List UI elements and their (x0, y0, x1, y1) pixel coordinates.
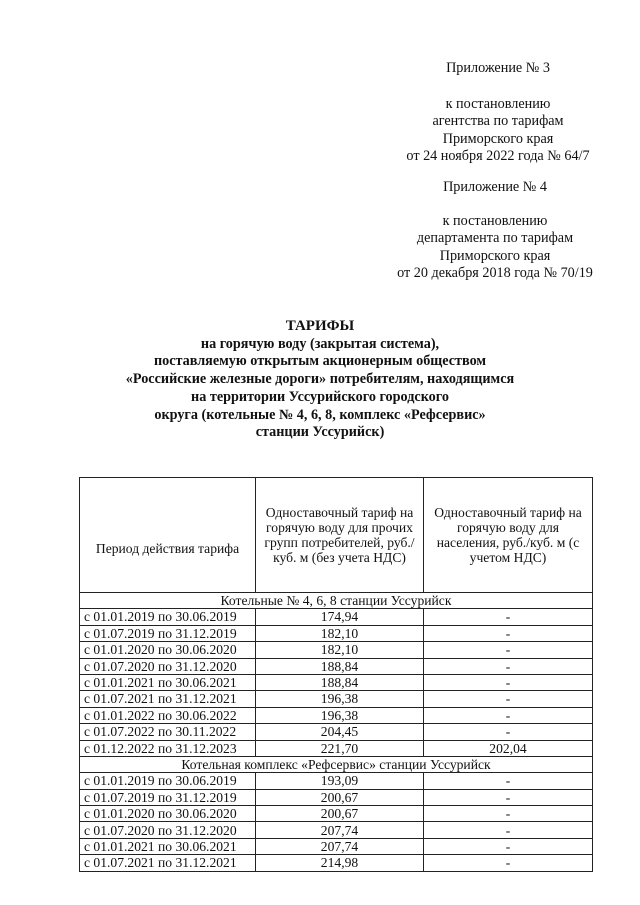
tariff-population-cell: - (424, 724, 593, 740)
section-row (80, 593, 593, 609)
period-cell: с 01.07.2021 по 31.12.2021 (80, 855, 256, 871)
period-cell: с 01.12.2022 по 31.12.2023 (80, 740, 256, 756)
table-row (80, 625, 593, 641)
table-row (80, 724, 593, 740)
period-cell: с 01.01.2019 по 30.06.2019 (80, 609, 256, 625)
tariff-other-cell: 221,70 (256, 740, 424, 756)
period-cell: с 01.01.2022 по 30.06.2022 (80, 707, 256, 723)
appendix-number: Приложение № 3 (446, 60, 550, 76)
period-cell: с 01.01.2020 по 30.06.2020 (80, 642, 256, 658)
tariff-population-cell: - (424, 806, 593, 822)
appendix-number: Приложение № 4 (443, 179, 547, 195)
tariff-population-cell: - (424, 642, 593, 658)
tariff-other-cell: 196,38 (256, 691, 424, 707)
tariff-population-cell: - (424, 773, 593, 789)
tariff-table (79, 477, 593, 872)
table-row (80, 740, 593, 756)
tariff-other-cell: 200,67 (256, 789, 424, 805)
appendix-current-block (380, 60, 616, 166)
table-row (80, 642, 593, 658)
table-row (80, 855, 593, 871)
title-line: округа (котельные № 4, 6, 8, комплекс «Рефсервис» (154, 406, 486, 423)
title-line: поставляемую открытым акционерным обществом (153, 353, 487, 370)
tariff-other-cell: 196,38 (256, 707, 424, 723)
appendix-line: от 20 декабря 2018 года № 70/19 (397, 265, 593, 282)
header-tariff-other: Одноставочный тариф на горячую воду для прочих групп потребителей, руб./куб. м (без учета НДС) (256, 478, 424, 593)
tariff-other-cell: 182,10 (256, 642, 424, 658)
period-cell: с 01.01.2020 по 30.06.2020 (80, 806, 256, 822)
tariff-other-cell: 207,74 (256, 822, 424, 838)
period-cell: с 01.07.2019 по 31.12.2019 (80, 789, 256, 805)
table-row (80, 707, 593, 723)
appendix-line: от 24 ноября 2022 года № 64/7 (406, 148, 590, 165)
table-body (80, 593, 593, 872)
header-period: Период действия тарифа (80, 478, 256, 593)
table-row (80, 674, 593, 690)
period-cell: с 01.01.2019 по 30.06.2019 (80, 773, 256, 789)
tariff-population-cell: - (424, 625, 593, 641)
appendix-original-block (365, 179, 625, 283)
period-cell: с 01.07.2020 по 31.12.2020 (80, 822, 256, 838)
table-row (80, 691, 593, 707)
appendix-line: Приморского края (442, 130, 554, 147)
tariff-other-cell: 207,74 (256, 838, 424, 854)
appendix-line: к постановлению (442, 212, 548, 229)
section-title: Котельные № 4, 6, 8 станции Уссурийск (80, 593, 593, 609)
tariff-other-cell: 182,10 (256, 625, 424, 641)
tariff-population-cell: - (424, 674, 593, 690)
tariff-other-cell: 214,98 (256, 855, 424, 871)
tariff-population-cell: - (424, 855, 593, 871)
tariff-population-cell: 202,04 (424, 740, 593, 756)
tariff-population-cell: - (424, 707, 593, 723)
tariff-population-cell: - (424, 822, 593, 838)
section-title: Котельная комплекс «Рефсервис» станции Уссурийск (80, 756, 593, 772)
table-row (80, 789, 593, 805)
title-line: на горячую воду (закрытая система), (200, 335, 440, 352)
tariff-population-cell: - (424, 658, 593, 674)
tariff-population-cell: - (424, 691, 593, 707)
tariff-other-cell: 193,09 (256, 773, 424, 789)
tariff-population-cell: - (424, 789, 593, 805)
table-row (80, 609, 593, 625)
tariff-other-cell: 200,67 (256, 806, 424, 822)
appendix-line: департамента по тарифам (416, 230, 574, 247)
tariff-other-cell: 188,84 (256, 674, 424, 690)
table-row (80, 822, 593, 838)
appendix-line: агентства по тарифам (432, 113, 564, 130)
title-line: «Российские железные дороги» потребителям, находящимся (125, 371, 515, 388)
period-cell: с 01.01.2021 по 30.06.2021 (80, 674, 256, 690)
table-row (80, 773, 593, 789)
appendix-line: Приморского края (439, 247, 551, 264)
appendix-line: к постановлению (445, 95, 551, 112)
table-row (80, 806, 593, 822)
header-tariff-population: Одноставочный тариф на горячую воду для населения, руб./куб. м (с учетом НДС) (424, 478, 593, 593)
table-header-row (80, 478, 593, 593)
period-cell: с 01.07.2020 по 31.12.2020 (80, 658, 256, 674)
period-cell: с 01.07.2019 по 31.12.2019 (80, 625, 256, 641)
table-row (80, 838, 593, 854)
title-line: на территории Уссурийского городского (191, 388, 449, 405)
title-main: ТАРИФЫ (285, 318, 355, 334)
period-cell: с 01.01.2021 по 30.06.2021 (80, 838, 256, 854)
period-cell: с 01.07.2022 по 30.11.2022 (80, 724, 256, 740)
table-row (80, 658, 593, 674)
tariff-population-cell: - (424, 609, 593, 625)
title-line: станции Уссурийск) (255, 424, 385, 441)
tariff-other-cell: 204,45 (256, 724, 424, 740)
tariff-population-cell: - (424, 838, 593, 854)
section-row (80, 756, 593, 772)
document-title (100, 318, 540, 442)
tariff-other-cell: 174,94 (256, 609, 424, 625)
tariff-other-cell: 188,84 (256, 658, 424, 674)
period-cell: с 01.07.2021 по 31.12.2021 (80, 691, 256, 707)
